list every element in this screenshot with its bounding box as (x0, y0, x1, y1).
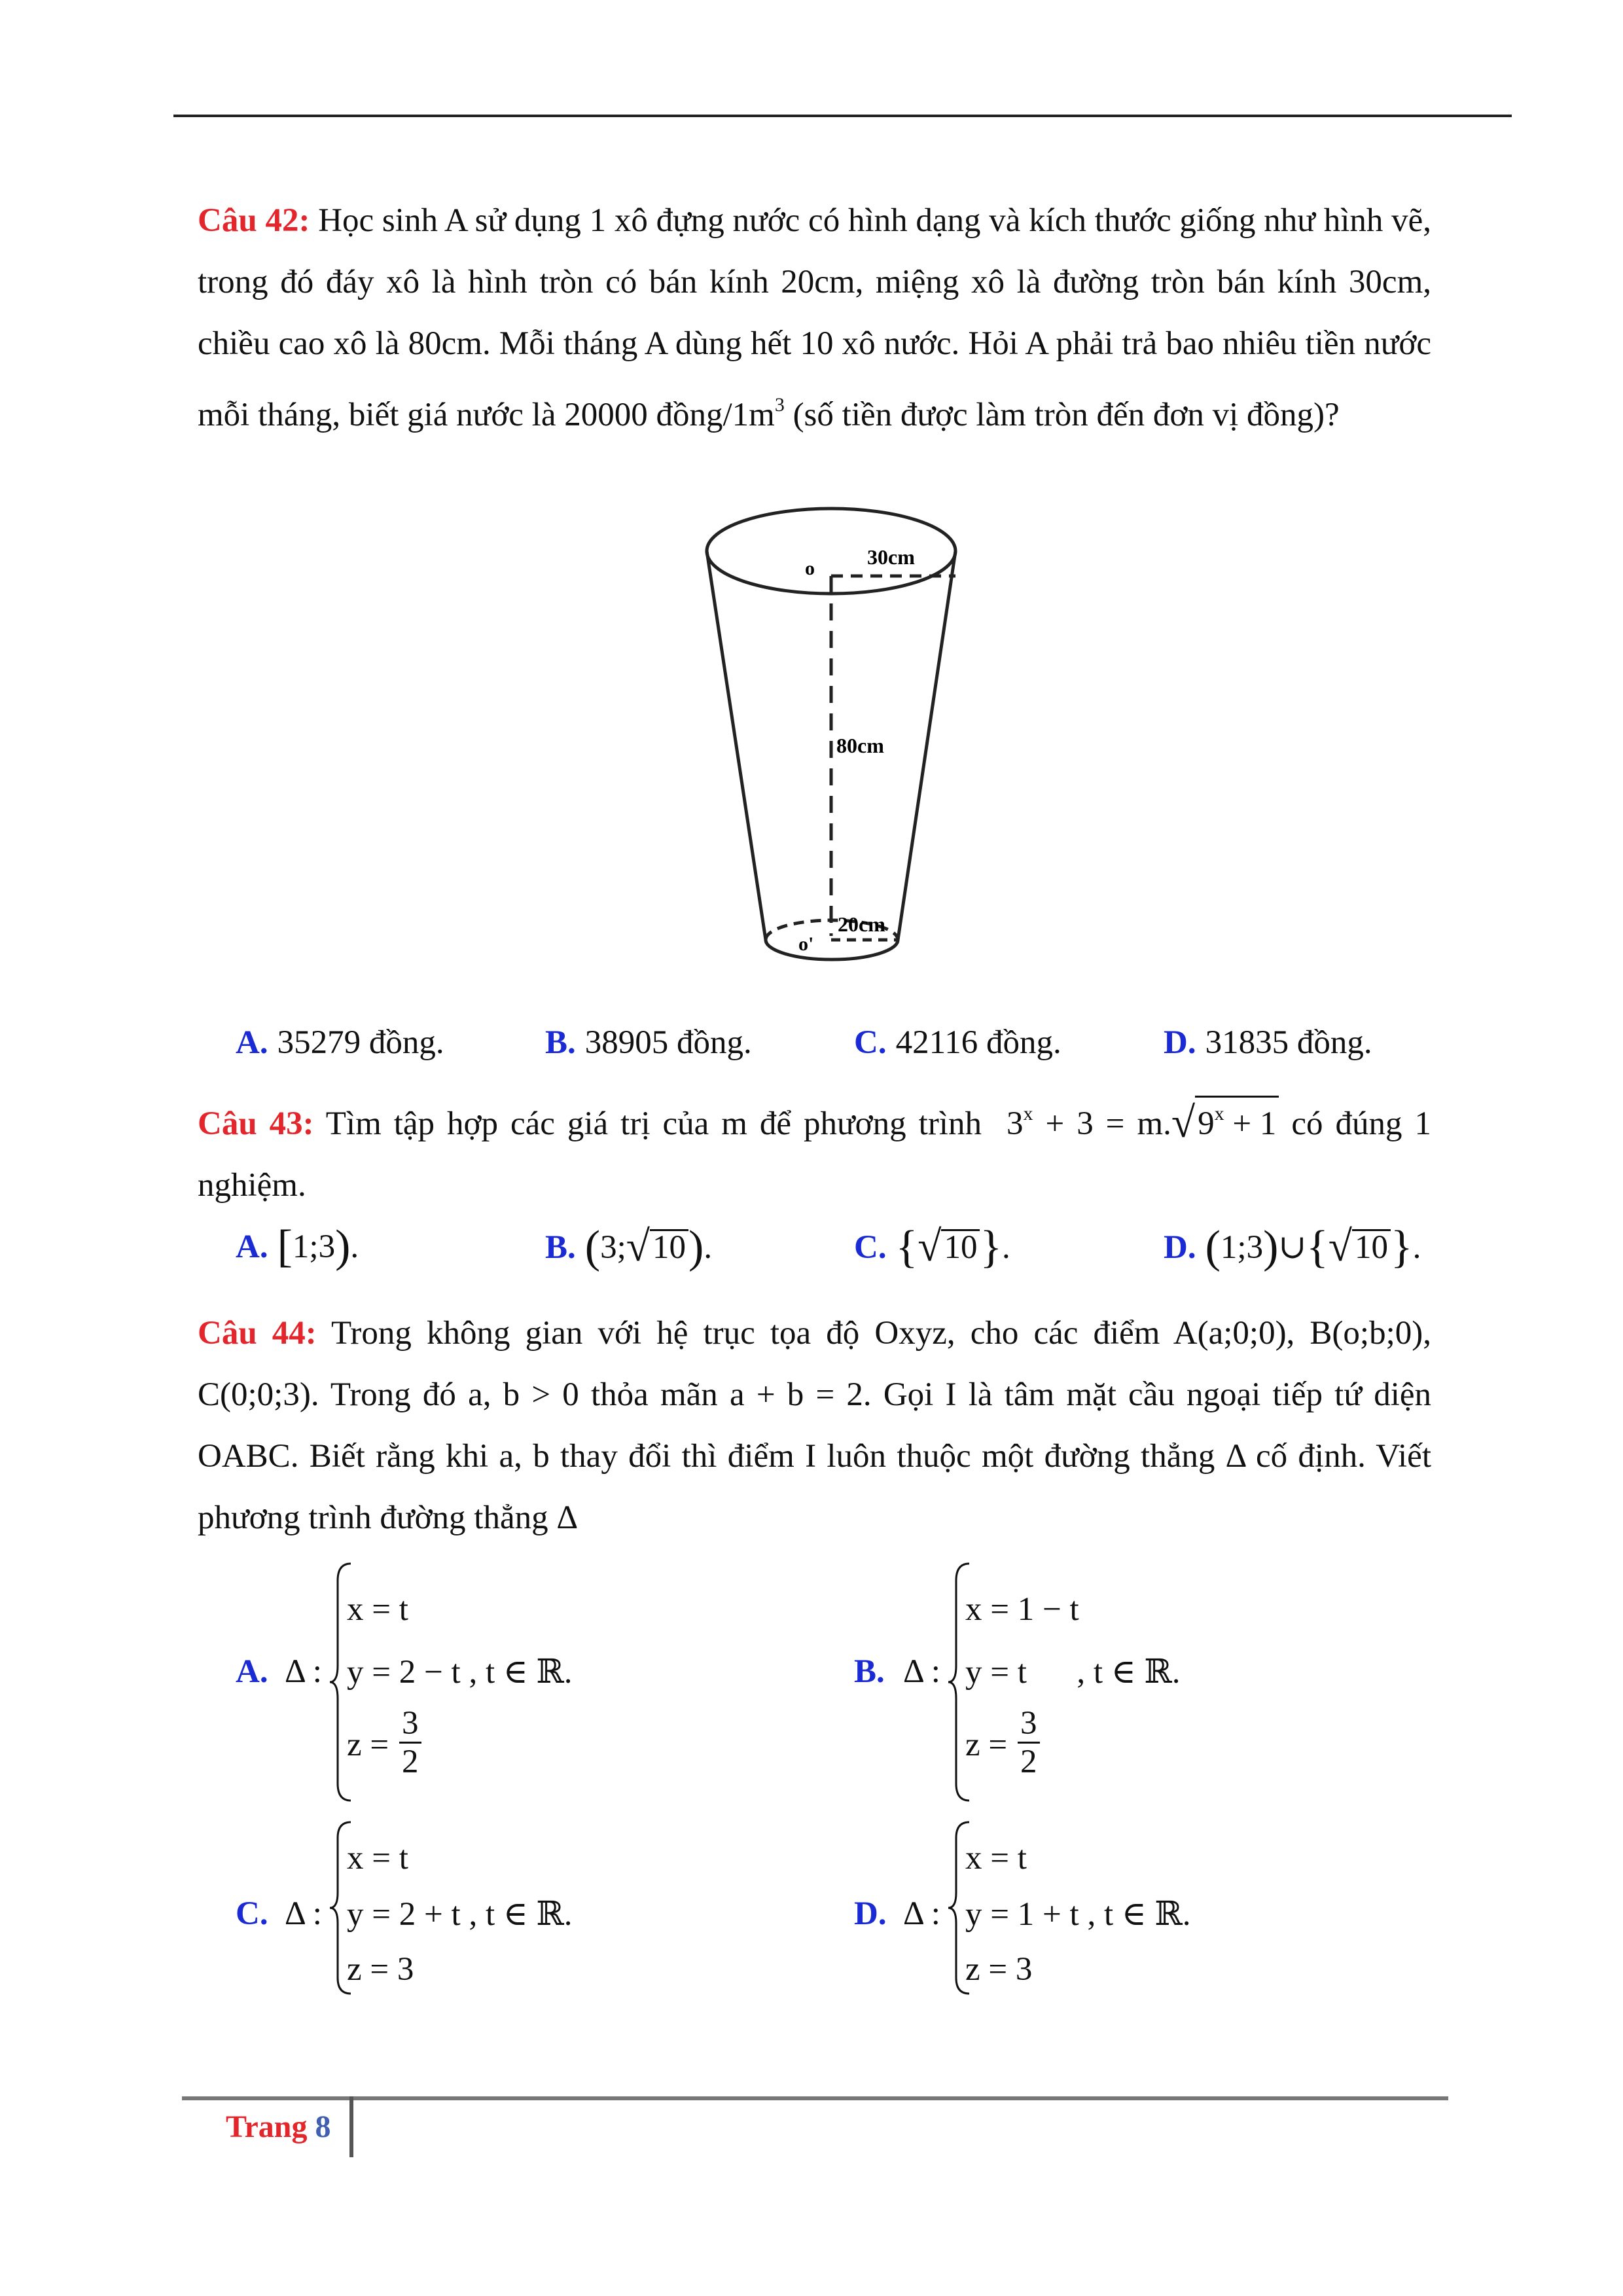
right-side (898, 551, 955, 940)
question-label: Câu 43: (198, 1105, 314, 1142)
q43-option-a[interactable]: A. [1;3). (236, 1221, 359, 1272)
bottom-front-arc (766, 940, 898, 960)
bottom-center-label: o' (798, 933, 814, 955)
q43-option-b[interactable]: B. (3;√10). (545, 1222, 713, 1272)
left-side (707, 551, 766, 940)
question-text-end: (số tiền được làm tròn đến đơn vị đồng)? (784, 397, 1340, 433)
question-text: Tìm tập hợp các giá trị của m để phương trình (325, 1105, 982, 1142)
height-label: 80cm (836, 734, 884, 757)
q42-option-c[interactable]: C. 42116 đồng. (854, 1024, 1061, 1061)
exponent: 3 (774, 394, 785, 416)
top-center-label: o (805, 558, 815, 579)
bottom-radius-label: 20cm (838, 912, 885, 936)
bucket-figure (694, 491, 975, 988)
footer-divider (349, 2096, 353, 2157)
fraction: $\frac{3}{2}$ (1018, 1705, 1040, 1780)
question-43 (198, 1083, 1431, 1216)
q43-option-c[interactable]: C. {√10}. (854, 1222, 1010, 1272)
equation: $3^x + 3 = m.√9^x + 1$ (1007, 1105, 1279, 1142)
page-number: Trang 8 (226, 2109, 331, 2144)
q43-option-d[interactable]: D. (1;3)∪{√10}. (1164, 1222, 1421, 1272)
top-radius-label: 30cm (867, 545, 915, 569)
question-text: Trong không gian với hệ trục tọa độ Oxyz, cho các điểm A(a;0;0), B(o;b;0), C(0;0;3). Trong đó a, b > 0 thỏa mãn a + b = 2. Gọi I là tâm mặt cầu ngoại tiếp tứ diện OABC. Biết rằng khi a, b thay đổi thì điểm I luôn thuộc một đường thẳng Δ cố định. Viết phương trình đường thẳng Δ (198, 1315, 1431, 1536)
question-label: Câu 44: (198, 1315, 317, 1352)
q42-option-d[interactable]: D. 31835 đồng. (1164, 1024, 1372, 1061)
question-44 (198, 1302, 1431, 1549)
fraction: $\frac{3}{2}$ (399, 1705, 421, 1780)
q42-option-b[interactable]: B. 38905 đồng. (545, 1024, 752, 1061)
q42-option-a[interactable]: A. 35279 đồng. (236, 1024, 444, 1061)
question-42 (198, 190, 1431, 446)
question-text-end: có đúng 1 nghiệm. (198, 1105, 1431, 1204)
question-label: Câu 42: (198, 202, 310, 239)
header-rule (173, 115, 1512, 117)
question-text: Học sinh A sử dụng 1 xô đựng nước có hình dạng và kích thước giống như hình vẽ, trong đó đáy xô là hình tròn có bán kính 20cm, miệng xô là đường tròn bán kính 30cm, chiều cao xô là 80cm. Mỗi tháng A dùng hết 10 xô nước. Hỏi A phải trả bao nhiêu tiền nước mỗi tháng, biết giá nước là 20000 đồng/1m (198, 202, 1432, 433)
footer-rule (182, 2096, 1448, 2100)
